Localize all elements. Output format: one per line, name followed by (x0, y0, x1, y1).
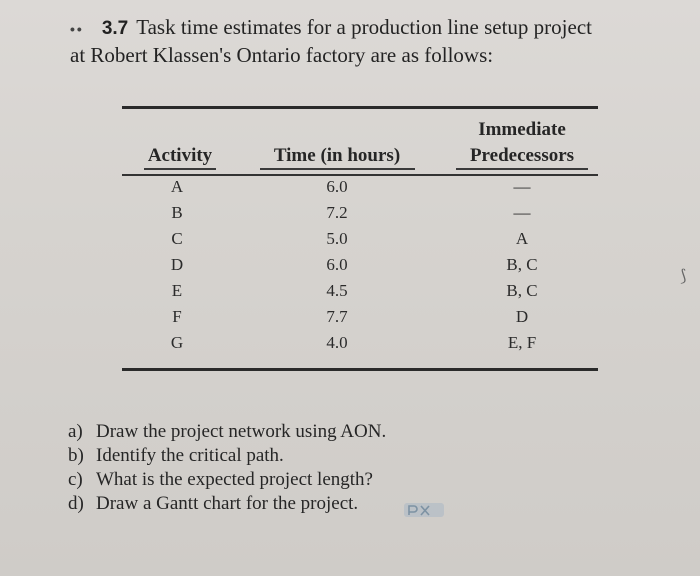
cell-predecessors: B, C (506, 281, 538, 300)
header-activity-underline (144, 168, 216, 170)
cell-time: 5.0 (326, 229, 348, 248)
question-letter: c) (68, 469, 83, 490)
cell-predecessors: E, F (507, 333, 537, 352)
table-bottom-rule (122, 368, 598, 371)
header-pred-line1: Immediate (478, 119, 566, 140)
cell-predecessors: B, C (506, 255, 538, 274)
table-top-rule (122, 106, 598, 109)
cell-time: 6.0 (326, 177, 348, 196)
cell-time: 7.2 (326, 203, 348, 222)
cell-activity: C (171, 229, 183, 248)
question-text: What is the expected project length? (96, 469, 373, 490)
question-text: Identify the critical path. (96, 445, 284, 466)
list-item (68, 444, 386, 468)
cell-activity: F (172, 307, 182, 326)
cell-time: 6.0 (326, 255, 348, 274)
cell-predecessors: A (515, 229, 529, 248)
cell-predecessors: D (515, 307, 529, 326)
cell-activity: B (171, 203, 183, 222)
header-activity: Activity (147, 145, 213, 166)
px-logo-icon (403, 501, 445, 519)
header-time: Time (in hours) (273, 145, 401, 166)
question-letter: a) (68, 421, 83, 442)
cell-time: 4.0 (326, 333, 348, 352)
problem-text-line1: Task time estimates for a production line setup project (136, 15, 592, 39)
list-item (68, 492, 386, 516)
task-table (122, 106, 598, 374)
cell-activity: E (171, 281, 183, 300)
cell-predecessors: — (513, 177, 531, 196)
margin-mark-icon: ⟆ (680, 268, 687, 285)
cell-time: 4.5 (326, 281, 348, 300)
question-text: Draw the project network using AON. (96, 421, 387, 442)
question-text: Draw a Gantt chart for the project. (96, 493, 359, 514)
problem-number: 3.7 (101, 18, 129, 39)
cell-activity: A (170, 177, 184, 196)
problem-text-line2: at Robert Klassen's Ontario factory are as follows: (70, 43, 494, 67)
question-letter: d) (68, 493, 84, 514)
cell-time: 7.7 (326, 307, 348, 326)
question-letter: b) (68, 445, 84, 466)
header-pred-line2: Predecessors (469, 145, 575, 166)
question-list (68, 420, 386, 516)
header-pred-underline (456, 168, 588, 170)
cell-predecessors: — (513, 203, 531, 222)
cell-activity: G (170, 333, 184, 352)
list-item (68, 468, 386, 492)
difficulty-bullets: •• (70, 21, 84, 37)
list-item (68, 420, 386, 444)
problem-statement (70, 14, 680, 68)
cell-activity: D (170, 255, 184, 274)
header-time-underline (260, 168, 415, 170)
